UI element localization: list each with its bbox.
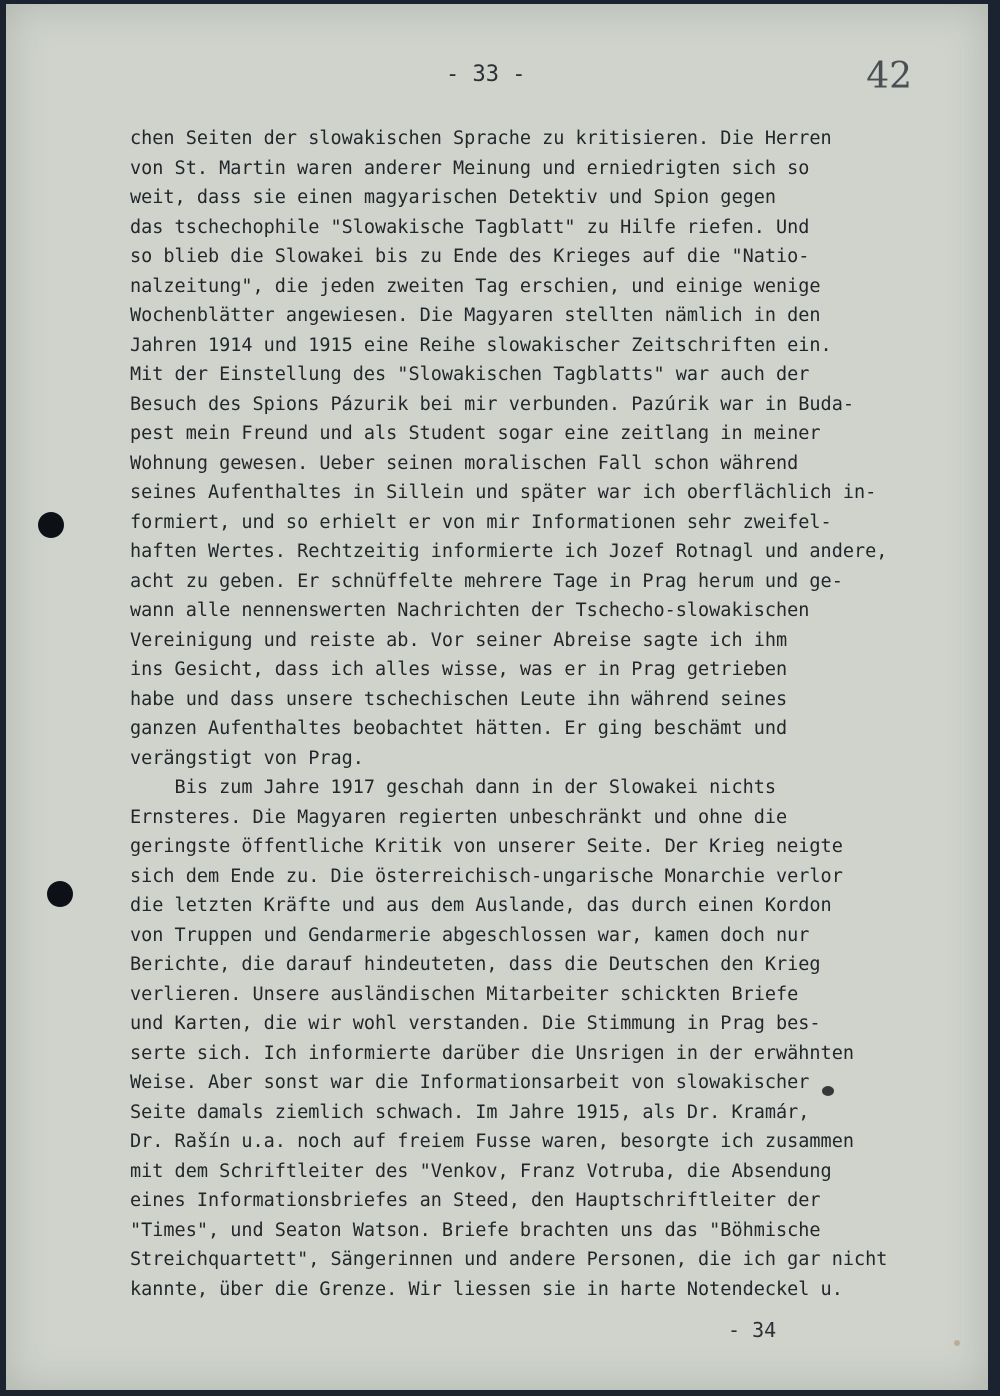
text-line: Vereinigung und reiste ab. Vor seiner Abreise sagte ich ihm [130,629,788,651]
text-line: von St. Martin waren anderer Meinung und erniedrigten sich so [130,157,810,179]
text-line: sich dem Ende zu. Die österreichisch-ungarische Monarchie verlor [130,865,843,887]
page-number: - 33 - [446,62,526,87]
text-line: mit dem Schriftleiter des "Venkov, Franz Votruba, die Absendung [130,1160,832,1182]
text-line: Weise. Aber sonst war die Informationsarbeit von slowakischer [130,1072,810,1093]
text-line: ganzen Aufenthaltes beobachtet hätten. Er ging beschämt und [130,718,788,739]
text-line: Wochenblätter angewiesen. Die Magyaren stellten nämlich in den [130,305,821,326]
text-line: Ernsteres. Die Magyaren regierten unbeschränkt und ohne die [130,806,788,828]
text-line: so blieb die Slowakei bis zu Ende des Krieges auf die "Natio- [130,246,810,267]
next-page-marker: - 34 [728,1318,777,1342]
text-line: Besuch des Spions Pázurik bei mir verbunden. Pazúrik war in Buda- [130,393,854,415]
text-line: das tschechophile "Slowakische Tagblatt" zu Hilfe riefen. Und [130,216,810,238]
text-line: Wohnung gewesen. Ueber seinen moralischen Fall schon während [130,452,799,474]
text-line: von Truppen und Gendarmerie abgeschlossen war, kamen doch nur [130,924,810,946]
text-line: pest mein Freund und als Student sogar eine zeitlang in meiner [130,423,821,444]
text-line: eines Informationsbriefes an Steed, den Hauptschriftleiter der [130,1190,821,1211]
text-line: verängstigt von Prag. [130,747,364,769]
text-line: seines Aufenthaltes in Sillein und später war ich oberflächlich in- [130,482,877,503]
text-line: Berichte, die darauf hindeuteten, dass die Deutschen den Krieg [130,954,821,975]
text-line: kannte, über die Grenze. Wir liessen sie in harte Notendeckel u. [130,1278,843,1300]
text-line: Dr. Rašín u.a. noch auf freiem Fusse waren, besorgte ich zusammen [130,1131,854,1152]
text-line: geringste öffentliche Kritik von unserer Seite. Der Krieg neigte [130,836,843,857]
text-line: Mit der Einstellung des "Slowakischen Tagblatts" war auch der [130,364,810,385]
text-line: chen Seiten der slowakischen Sprache zu kritisieren. Die Herren [130,128,832,149]
text-line: weit, dass sie einen magyarischen Detektiv und Spion gegen [130,187,777,208]
text-line: Bis zum Jahre 1917 geschah dann in der Slowakei nichts [130,777,777,798]
ink-speck-small [954,1340,960,1346]
text-line: serte sich. Ich informierte darüber die Unsrigen in der erwähnten [130,1042,854,1064]
text-line: habe und dass unsere tschechischen Leute ihn während seines [130,688,788,710]
text-line: nalzeitung", die jeden zweiten Tag erschien, und einige wenige [130,275,821,297]
text-line: und Karten, die wir wohl verstanden. Die Stimmung in Prag bes- [130,1013,821,1034]
text-line: Seite damals ziemlich schwach. Im Jahre 1915, als Dr. Kramár, [130,1101,810,1123]
text-line: ins Gesicht, dass ich alles wisse, was er in Prag getrieben [130,659,788,680]
text-line: Streichquartett", Sängerinnen und andere Personen, die ich gar nicht [130,1249,888,1270]
text-line: acht zu geben. Er schnüffelte mehrere Tage in Prag herum und ge- [130,570,843,592]
text-line: haften Wertes. Rechtzeitig informierte ich Jozef Rotnagl und andere, [130,541,888,562]
punch-hole-bottom [47,881,73,907]
text-line: formiert, und so erhielt er von mir Informationen sehr zweifel- [130,511,832,533]
body-text [130,124,950,1304]
text-line: verlieren. Unsere ausländischen Mitarbeiter schickten Briefe [130,983,799,1005]
punch-hole-top [38,512,64,538]
document-page [6,4,988,1390]
text-line: wann alle nennenswerten Nachrichten der Tschecho-slowakischen [130,600,810,621]
text-line: Jahren 1914 und 1915 eine Reihe slowakischer Zeitschriften ein. [130,334,832,356]
text-line: "Times", und Seaton Watson. Briefe brachten uns das "Böhmische [130,1219,821,1241]
text-line: die letzten Kräfte und aus dem Auslande, das durch einen Kordon [130,895,832,916]
folio-number: 42 [866,56,912,97]
